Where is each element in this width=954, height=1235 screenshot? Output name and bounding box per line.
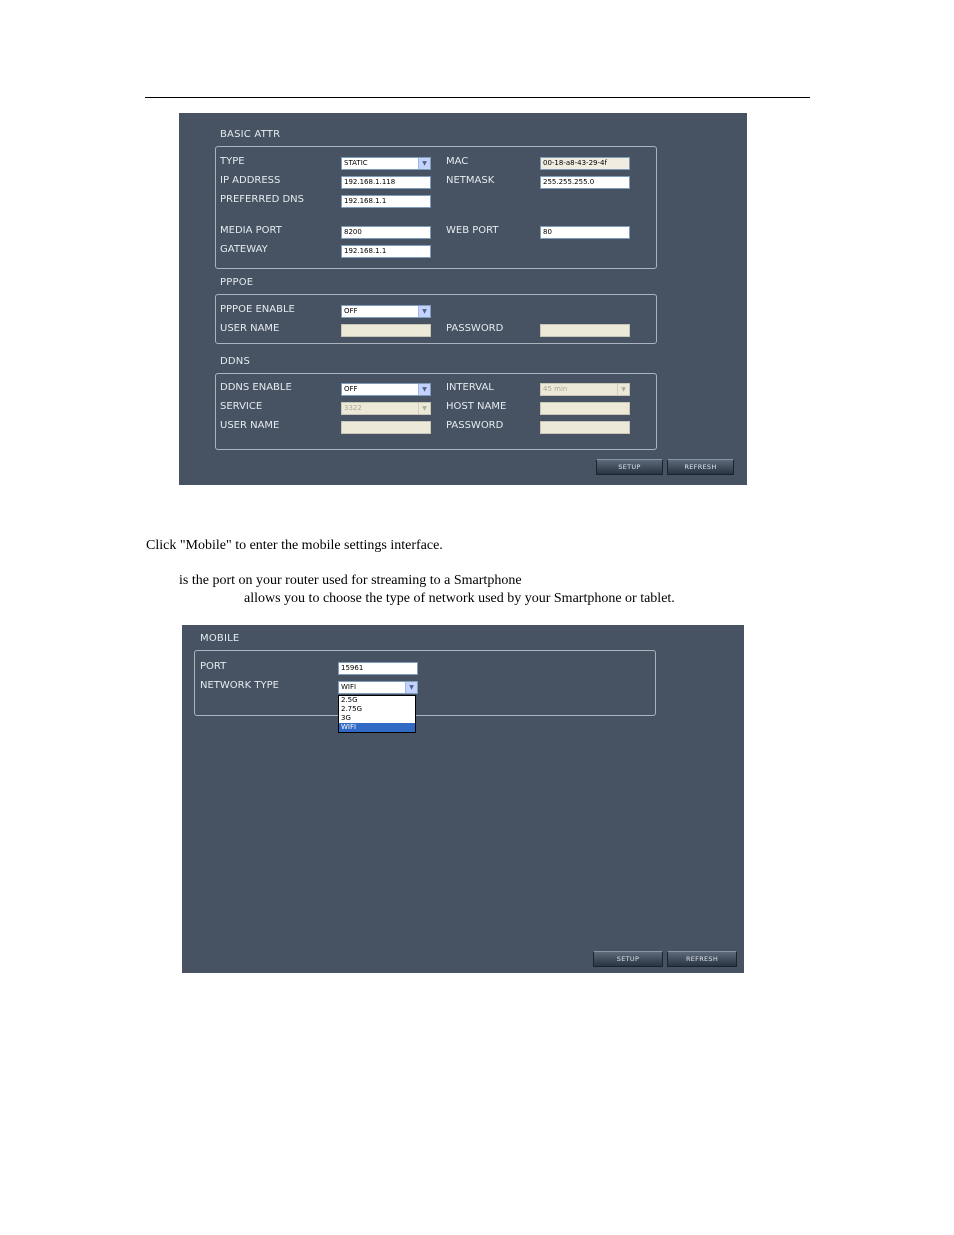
ddns-enable-label: DDNS ENABLE <box>220 382 292 393</box>
ddns-password-input[interactable] <box>540 421 630 434</box>
setup-button[interactable]: SETUP <box>596 459 663 475</box>
preferred-dns-label: PREFERRED DNS <box>220 194 304 205</box>
ddns-title: DDNS <box>220 356 251 367</box>
chevron-down-icon[interactable]: ▼ <box>418 403 430 414</box>
mobile-title: MOBILE <box>200 633 240 644</box>
dropdown-option[interactable]: 3G <box>341 714 351 722</box>
pppoe-user-input[interactable] <box>341 324 431 337</box>
media-port-input[interactable]: 8200 <box>341 226 431 239</box>
service-value: 3322 <box>344 404 362 412</box>
ip-address-label: IP ADDRESS <box>220 175 281 186</box>
dropdown-option-selected[interactable]: WIFI <box>339 723 415 732</box>
network-type-value: WIFI <box>341 683 357 691</box>
network-settings-panel <box>179 113 747 485</box>
pppoe-password-input[interactable] <box>540 324 630 337</box>
chevron-down-icon[interactable]: ▼ <box>418 384 430 395</box>
interval-value: 45 min <box>543 385 568 393</box>
mobile-refresh-button[interactable]: REFRESH <box>667 951 737 967</box>
mac-field: 00-18-a8-43-29-4f <box>540 157 630 170</box>
doc-line-1: Click "Mobile" to enter the mobile settings interface. <box>146 538 443 553</box>
pppoe-title: PPPOE <box>220 277 254 288</box>
refresh-button[interactable]: REFRESH <box>667 459 734 475</box>
network-type-dropdown <box>338 695 416 733</box>
port-label: PORT <box>200 661 227 672</box>
port-input[interactable]: 15961 <box>338 662 418 675</box>
network-type-select[interactable] <box>338 681 418 694</box>
ip-address-input[interactable]: 192.168.1.118 <box>341 176 431 189</box>
ddns-password-label: PASSWORD <box>446 420 504 431</box>
pppoe-enable-label: PPPOE ENABLE <box>220 304 295 315</box>
mobile-settings-panel <box>182 625 744 973</box>
web-port-label: WEB PORT <box>446 225 499 236</box>
media-port-label: MEDIA PORT <box>220 225 282 236</box>
preferred-dns-input[interactable]: 192.168.1.1 <box>341 195 431 208</box>
pppoe-enable-value: OFF <box>344 307 358 315</box>
gateway-label: GATEWAY <box>220 244 268 255</box>
pppoe-password-label: PASSWORD <box>446 323 504 334</box>
pppoe-user-label: USER NAME <box>220 323 280 334</box>
web-port-input[interactable]: 80 <box>540 226 630 239</box>
doc-line-2: is the port on your router used for streaming to a Smartphone <box>179 573 522 588</box>
header-rule <box>145 97 810 98</box>
type-label: TYPE <box>220 156 245 167</box>
host-name-input[interactable] <box>540 402 630 415</box>
chevron-down-icon[interactable]: ▼ <box>418 306 430 317</box>
network-type-label: NETWORK TYPE <box>200 680 279 691</box>
mac-label: MAC <box>446 156 469 167</box>
service-label: SERVICE <box>220 401 263 412</box>
type-select[interactable] <box>341 157 431 170</box>
service-select[interactable] <box>341 402 431 415</box>
basic-attr-title: BASIC ATTR <box>220 129 281 140</box>
interval-select[interactable] <box>540 383 630 396</box>
ddns-user-label: USER NAME <box>220 420 280 431</box>
netmask-label: NETMASK <box>446 175 495 186</box>
ddns-enable-select[interactable] <box>341 383 431 396</box>
type-select-value: STATIC <box>344 159 368 167</box>
chevron-down-icon[interactable]: ▼ <box>405 682 417 693</box>
chevron-down-icon[interactable]: ▼ <box>418 158 430 169</box>
interval-label: INTERVAL <box>446 382 494 393</box>
doc-line-3: allows you to choose the type of network used by your Smartphone or tablet. <box>244 591 675 606</box>
ddns-user-input[interactable] <box>341 421 431 434</box>
dropdown-option[interactable]: 2.5G <box>341 696 358 704</box>
chevron-down-icon[interactable]: ▼ <box>617 384 629 395</box>
host-name-label: HOST NAME <box>446 401 507 412</box>
pppoe-enable-select[interactable] <box>341 305 431 318</box>
mobile-setup-button[interactable]: SETUP <box>593 951 663 967</box>
netmask-input[interactable]: 255.255.255.0 <box>540 176 630 189</box>
dropdown-option[interactable]: 2.75G <box>341 705 363 713</box>
ddns-enable-value: OFF <box>344 385 358 393</box>
gateway-input[interactable]: 192.168.1.1 <box>341 245 431 258</box>
